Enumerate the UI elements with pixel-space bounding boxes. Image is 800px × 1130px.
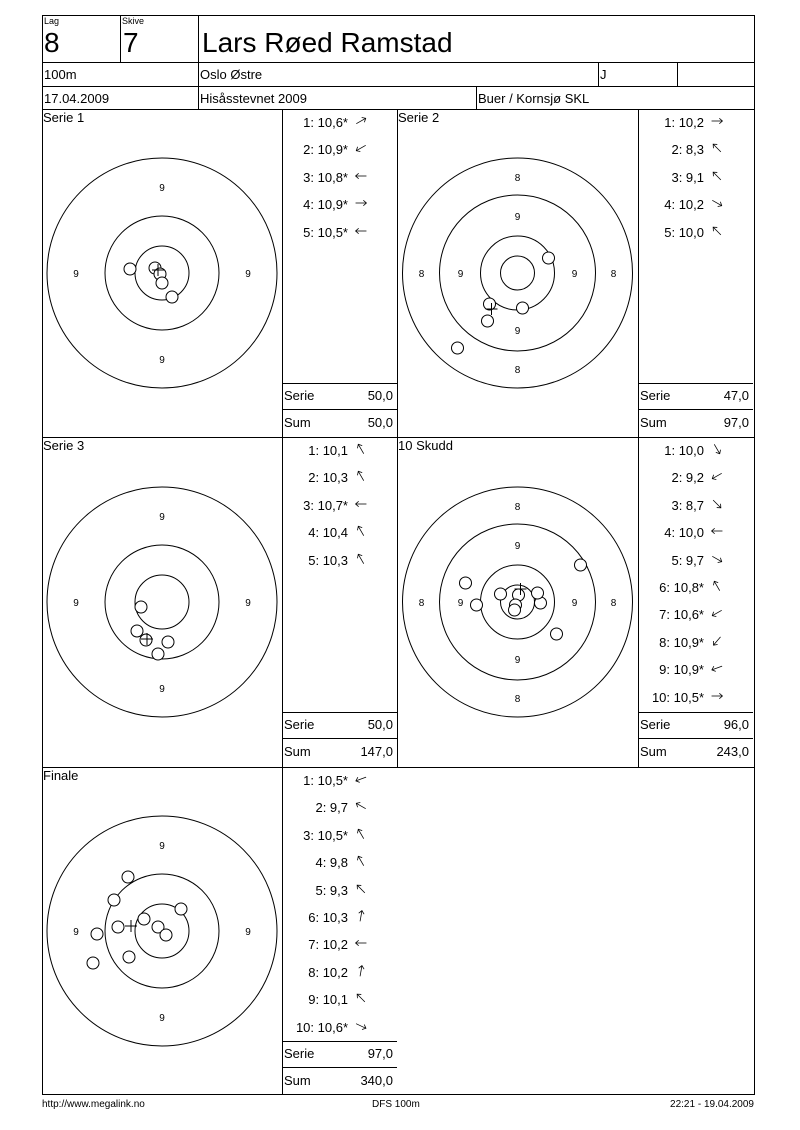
shot-row <box>642 225 704 240</box>
location: Buer / Kornsjø SKL <box>478 91 590 106</box>
shot-score: 5: 9,7 <box>671 553 704 568</box>
serie-total-value: 47,0 <box>723 388 749 403</box>
shot-row <box>642 690 704 705</box>
shot-score: 4: 10,4 <box>308 525 348 540</box>
shot-row <box>642 662 704 677</box>
shot-hole <box>131 625 143 637</box>
direction-arrow-icon <box>710 550 724 568</box>
shot-hole <box>152 648 164 660</box>
shot-hole <box>166 291 178 303</box>
shot-score: 2: 9,7 <box>315 800 348 815</box>
shot-hole <box>575 559 587 571</box>
shot-score: 1: 10,0 <box>664 443 704 458</box>
direction-arrow-icon <box>710 495 724 513</box>
footer-center: DFS 100m <box>372 1099 420 1110</box>
running-sum-label: Sum <box>640 744 667 759</box>
shot-score: 3: 8,7 <box>671 498 704 513</box>
shot-hole <box>87 957 99 969</box>
shot-row <box>642 607 704 622</box>
ring-label: 8 <box>418 598 425 609</box>
running-sum <box>284 1073 395 1088</box>
shot-score: 1: 10,5* <box>303 773 348 788</box>
direction-arrow-icon <box>354 1017 368 1035</box>
ring-label: 9 <box>73 598 79 609</box>
shot-hole <box>156 277 168 289</box>
shot-hole <box>112 921 124 933</box>
shot-hole <box>122 871 134 883</box>
shot-hole <box>452 342 464 354</box>
shot-hole <box>532 587 544 599</box>
ring-label: 9 <box>245 927 251 938</box>
running-sum <box>284 744 395 759</box>
direction-arrow-icon <box>710 222 724 240</box>
shot-score: 8: 10,9* <box>659 635 704 650</box>
lag-label: Lag <box>44 16 60 26</box>
ring-label: 9 <box>245 269 251 280</box>
direction-arrow-icon <box>354 797 368 815</box>
shot-score: 9: 10,1 <box>308 992 348 1007</box>
panel-title: Serie 2 <box>398 110 440 125</box>
shot-hole <box>91 928 103 940</box>
ring-label: 9 <box>159 512 165 523</box>
shot-hole <box>509 604 521 616</box>
direction-arrow-icon <box>354 139 368 157</box>
ring-label: 8 <box>610 598 617 609</box>
shot-score: 1: 10,1 <box>308 443 348 458</box>
direction-arrow-icon <box>354 467 368 485</box>
ring-label: 8 <box>418 269 425 280</box>
footer-timestamp: 22:21 - 19.04.2009 <box>670 1099 754 1110</box>
serie-total-value: 50,0 <box>367 717 393 732</box>
ring-label: 9 <box>514 541 521 552</box>
ring-label: 9 <box>514 212 521 223</box>
ring-label: 8 <box>514 173 521 184</box>
event: Hisåsstevnet 2009 <box>200 91 307 106</box>
panel-title: 10 Skudd <box>398 438 453 453</box>
shot-hole <box>517 302 529 314</box>
direction-arrow-icon <box>354 825 368 843</box>
shot-row <box>286 773 348 788</box>
skive-label: Skive <box>122 16 145 26</box>
running-sum-value: 50,0 <box>367 415 393 430</box>
direction-arrow-icon <box>354 112 368 130</box>
ring-label: 8 <box>610 269 617 280</box>
shot-hole <box>482 315 494 327</box>
shot-hole <box>138 913 150 925</box>
running-sum-value: 97,0 <box>723 415 749 430</box>
target-diagram <box>42 767 282 1095</box>
shot-score: 7: 10,6* <box>659 607 704 622</box>
shot-score: 6: 10,8* <box>659 580 704 595</box>
ring-label: 9 <box>73 927 79 938</box>
shot-row <box>642 443 704 458</box>
running-sum <box>640 415 751 430</box>
ring-label: 9 <box>159 183 165 194</box>
panel-title: Finale <box>43 768 79 783</box>
shot-score: 4: 10,9* <box>303 197 348 212</box>
shot-score: 3: 10,5* <box>303 828 348 843</box>
shot-score: 8: 10,2 <box>308 965 348 980</box>
direction-arrow-icon <box>710 467 724 485</box>
shot-row <box>286 225 348 240</box>
running-sum-label: Sum <box>284 415 311 430</box>
direction-arrow-icon <box>354 880 368 898</box>
club: Oslo Østre <box>200 67 263 82</box>
shot-score: 4: 10,2 <box>664 197 704 212</box>
shot-row <box>286 855 348 870</box>
ring-label: 9 <box>159 684 165 695</box>
ring-label: 8 <box>514 502 521 513</box>
serie-total <box>640 717 751 732</box>
direction-arrow-icon <box>710 194 724 212</box>
shot-row <box>286 992 348 1007</box>
direction-arrow-icon <box>354 852 368 870</box>
shot-score: 1: 10,2 <box>664 115 704 130</box>
serie-total-value: 97,0 <box>367 1046 393 1061</box>
target-ring <box>501 256 535 290</box>
shot-row <box>642 170 704 185</box>
serie-total <box>284 388 395 403</box>
shot-row <box>286 553 348 568</box>
target-diagram <box>42 109 282 437</box>
running-sum-label: Sum <box>640 415 667 430</box>
direction-arrow-icon <box>710 577 724 595</box>
direction-arrow-icon <box>354 495 368 513</box>
shot-row <box>286 115 348 130</box>
shot-row <box>286 197 348 212</box>
direction-arrow-icon <box>710 522 724 540</box>
direction-arrow-icon <box>354 962 368 980</box>
skive-value: 7 <box>123 27 139 58</box>
shot-row <box>286 937 348 952</box>
shot-row <box>286 965 348 980</box>
shot-score: 4: 10,0 <box>664 525 704 540</box>
shot-hole <box>140 634 152 646</box>
direction-arrow-icon <box>354 989 368 1007</box>
shot-hole <box>471 599 483 611</box>
running-sum-label: Sum <box>284 1073 311 1088</box>
direction-arrow-icon <box>354 770 368 788</box>
direction-arrow-icon <box>710 604 724 622</box>
ring-label: 8 <box>514 694 521 705</box>
date: 17.04.2009 <box>44 91 110 106</box>
shot-score: 7: 10,2 <box>308 937 348 952</box>
serie-total <box>284 717 395 732</box>
ring-label: 9 <box>571 598 578 609</box>
shot-row <box>286 883 348 898</box>
shot-score: 1: 10,6* <box>303 115 348 130</box>
serie-total-value: 50,0 <box>367 388 393 403</box>
ring-label: 9 <box>159 841 165 852</box>
ring-label: 9 <box>245 598 251 609</box>
shot-hole <box>495 588 507 600</box>
serie-total-label: Serie <box>640 388 671 403</box>
shot-hole <box>543 252 555 264</box>
shot-score: 9: 10,9* <box>659 662 704 677</box>
shot-row <box>642 498 704 513</box>
target-ring <box>403 158 633 388</box>
shot-row <box>286 910 348 925</box>
ring-label: 8 <box>514 365 521 376</box>
direction-arrow-icon <box>710 139 724 157</box>
direction-arrow-icon <box>710 632 724 650</box>
serie-total-label: Serie <box>284 388 315 403</box>
shot-row <box>642 525 704 540</box>
shot-row <box>286 142 348 157</box>
shot-hole <box>551 628 563 640</box>
shot-row <box>642 580 704 595</box>
direction-arrow-icon <box>354 440 368 458</box>
direction-arrow-icon <box>354 222 368 240</box>
shot-hole <box>162 636 174 648</box>
target-diagram <box>397 109 638 437</box>
direction-arrow-icon <box>710 112 724 130</box>
shot-hole <box>124 263 136 275</box>
shot-row <box>286 170 348 185</box>
distance: 100m <box>44 67 77 82</box>
ring-label: 9 <box>571 269 578 280</box>
shot-score: 5: 9,3 <box>315 883 348 898</box>
ring-label: 9 <box>457 598 464 609</box>
ring-label: 9 <box>457 269 464 280</box>
serie-total-label: Serie <box>284 1046 315 1061</box>
shot-row <box>286 1020 348 1035</box>
panel-title: Serie 3 <box>43 438 85 453</box>
shot-row <box>642 470 704 485</box>
shot-score: 10: 10,6* <box>295 1020 348 1035</box>
target-diagram <box>397 437 638 767</box>
direction-arrow-icon <box>710 659 724 677</box>
ring-label: 9 <box>159 355 165 366</box>
running-sum <box>640 744 751 759</box>
shot-score: 2: 9,2 <box>671 470 704 485</box>
serie-total <box>640 388 751 403</box>
shot-row <box>642 142 704 157</box>
shot-hole <box>484 298 496 310</box>
ring-label: 9 <box>73 269 79 280</box>
direction-arrow-icon <box>354 907 368 925</box>
shot-row <box>286 470 348 485</box>
serie-total-label: Serie <box>640 717 671 732</box>
shot-row <box>286 800 348 815</box>
shot-score: 2: 8,3 <box>671 142 704 157</box>
serie-total <box>284 1046 395 1061</box>
shot-hole <box>160 929 172 941</box>
shot-hole <box>175 903 187 915</box>
target-diagram <box>42 437 282 767</box>
direction-arrow-icon <box>354 522 368 540</box>
direction-arrow-icon <box>354 167 368 185</box>
serie-total-label: Serie <box>284 717 315 732</box>
ring-label: 9 <box>514 655 521 666</box>
shot-score: 4: 9,8 <box>315 855 348 870</box>
footer-url: http://www.megalink.no <box>42 1099 145 1110</box>
direction-arrow-icon <box>354 550 368 568</box>
class: J <box>600 67 607 82</box>
running-sum-value: 147,0 <box>360 744 393 759</box>
shot-score: 3: 10,7* <box>303 498 348 513</box>
direction-arrow-icon <box>710 440 724 458</box>
shot-score: 5: 10,3 <box>308 553 348 568</box>
shot-score: 6: 10,3 <box>308 910 348 925</box>
running-sum <box>284 415 395 430</box>
running-sum-value: 243,0 <box>716 744 749 759</box>
panel-title: Serie 1 <box>43 110 85 125</box>
shot-hole <box>460 577 472 589</box>
shot-score: 3: 9,1 <box>671 170 704 185</box>
running-sum-label: Sum <box>284 744 311 759</box>
shooter-name: Lars Røed Ramstad <box>202 27 453 58</box>
shot-hole <box>123 951 135 963</box>
shot-score: 2: 10,3 <box>308 470 348 485</box>
ring-label: 9 <box>514 326 521 337</box>
shot-score: 5: 10,0 <box>664 225 704 240</box>
serie-total-value: 96,0 <box>723 717 749 732</box>
lag-value: 8 <box>44 27 60 58</box>
shot-row <box>642 553 704 568</box>
shot-hole <box>108 894 120 906</box>
shot-row <box>642 197 704 212</box>
shot-score: 3: 10,8* <box>303 170 348 185</box>
shot-score: 5: 10,5* <box>303 225 348 240</box>
shot-score: 10: 10,5* <box>651 690 704 705</box>
direction-arrow-icon <box>710 167 724 185</box>
shot-row <box>286 525 348 540</box>
shot-row <box>286 828 348 843</box>
direction-arrow-icon <box>710 687 724 705</box>
shot-row <box>642 115 704 130</box>
direction-arrow-icon <box>354 194 368 212</box>
shot-row <box>642 635 704 650</box>
running-sum-value: 340,0 <box>360 1073 393 1088</box>
shot-row <box>286 498 348 513</box>
shot-score: 2: 10,9* <box>303 142 348 157</box>
shot-hole <box>135 601 147 613</box>
ring-label: 9 <box>159 1013 165 1024</box>
shot-row <box>286 443 348 458</box>
direction-arrow-icon <box>354 934 368 952</box>
